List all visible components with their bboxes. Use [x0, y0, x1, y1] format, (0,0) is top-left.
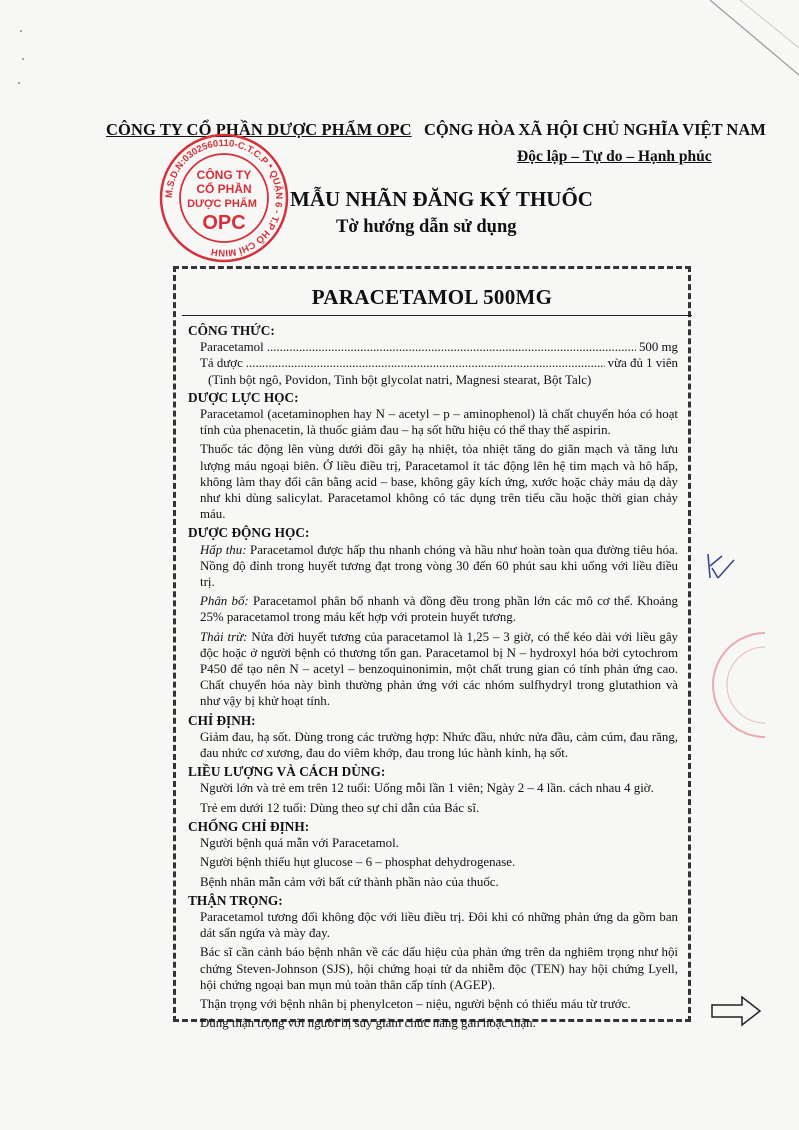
scan-speck — [20, 30, 22, 32]
scan-speck — [22, 58, 24, 60]
seal-line-4: OPC — [202, 212, 246, 234]
next-page-arrow-icon — [710, 995, 762, 1027]
scan-speck — [18, 82, 20, 84]
handwritten-initials — [700, 548, 740, 588]
seal-line-3: DƯỢC PHẨM — [187, 198, 257, 210]
page-corner-fold — [700, 0, 799, 80]
subhead-label: Phân bố: — [200, 594, 249, 609]
paragraph: Người bệnh quá mẫn với Paracetamol. — [200, 836, 399, 851]
paragraph-absorption — [188, 542, 678, 591]
section-heading-pharmacodynamics: DƯỢC LỰC HỌC: — [188, 389, 299, 405]
republic-title: CỘNG HÒA XÃ HỘI CHỦ NGHĨA VIỆT NAM — [424, 120, 766, 139]
document-title: MẪU NHÃN ĐĂNG KÝ THUỐC — [290, 187, 593, 211]
paragraph-text: Paracetamol phân bố nhanh và đồng đều trong phần lớn các mô cơ thể. Khoảng 25% paracetamol trong máu kết hợp với protein huyết tương. — [200, 594, 678, 625]
ingredient-amount: 500 mg — [638, 340, 678, 355]
seal-line-2: CỔ PHẦN — [196, 182, 252, 196]
ingredient-name: Paracetamol — [200, 340, 264, 355]
paragraph: Người lớn và trẻ em trên 12 tuổi: Uống mỗi lần 1 viên; Ngày 2 – 4 lần. cách nhau 4 giờ. — [200, 781, 654, 796]
paragraph: Paracetamol tương đối không độc với liều điều trị. Đôi khi có những phản ứng da gồm ban dát sẩn ngứa và mày đay. — [200, 909, 678, 941]
section-heading-dosage: LIỀU LƯỢNG VÀ CÁCH DÙNG: — [188, 764, 386, 780]
section-heading-pharmacokinetics: DƯỢC ĐỘNG HỌC: — [188, 525, 310, 541]
title-divider — [182, 315, 692, 316]
paragraph-distribution — [188, 593, 678, 625]
ingredient-name: Tá dược — [200, 356, 243, 371]
leader-dots — [246, 355, 605, 371]
paragraph: Bác sĩ cần cảnh báo bệnh nhân về các dấu hiệu của phản ứng trên da nghiêm trọng như hội chứng Steven-Johnson (SJS), hội chứng hoại tử da nhiễm độc (TEN) hay hội chứng Lyell, hội chứng ngoại ban mụn mủ toàn thân cấp tính (AGEP). — [200, 945, 678, 992]
paragraph-text: Nửa đời huyết tương của paracetamol là 1,25 – 3 giờ, có thể kéo dài với liều gây độc hoặc ở người bệnh có thương tổn gan. Paracetamol bị N – hydroxyl hóa bởi cytochrom P450 để tạo nên N – acetyl – benzoquinonimin, một chất trung gian có tính phản ứng cao. Chất chuyển hóa này bình thường phản ứng với các nhóm sulfhydryl trong glutathion và như vậy bị khử hoạt tính. — [200, 629, 678, 709]
partial-stamp-mark — [685, 620, 765, 750]
document-subtitle: Tờ hướng dẫn sử dụng — [336, 217, 517, 237]
paragraph: Dùng thận trọng với người bị suy giảm chức năng gan hoặc thận. — [200, 1016, 536, 1031]
section-heading-indications: CHỈ ĐỊNH: — [188, 712, 256, 728]
company-name: CÔNG TY CỔ PHẦN DƯỢC PHẨM OPC — [106, 120, 412, 139]
paragraph: Người bệnh thiếu hụt glucose – 6 – phosphat dehydrogenase. — [200, 855, 516, 870]
paragraph: Bệnh nhân mẫn cảm với bất cứ thành phần nào của thuốc. — [200, 874, 499, 889]
leader-dots — [267, 339, 636, 355]
paragraph-text: Paracetamol được hấp thu nhanh chóng và hầu như hoàn toàn qua đường tiêu hóa. Nồng độ đỉnh trong huyết tương đạt trong vòng 30 đến 60 phút sau khi uống với liều điều trị. — [200, 542, 678, 590]
paragraph: Trẻ em dưới 12 tuổi: Dùng theo sự chỉ dẫn của Bác sĩ. — [200, 800, 480, 815]
seal-line-1: CÔNG TY — [196, 168, 252, 182]
section-heading-formula: CÔNG THỨC: — [188, 323, 275, 338]
subhead-label: Thải trừ: — [200, 629, 248, 644]
paragraph: Giảm đau, hạ sốt. Dùng trong các trường hợp: Nhức đầu, nhức nửa đầu, cảm cúm, đau răng, đau nhức cơ xương, đau do viêm khớp, đau trong lúc hành kinh, hạ sốt. — [200, 729, 678, 761]
paragraph: Thận trọng với bệnh nhân bị phenylceton – niệu, người bệnh có thiếu máu từ trước. — [200, 996, 631, 1011]
formula-row-active — [188, 339, 678, 355]
label-content-box — [173, 266, 691, 1031]
paragraph-elimination — [188, 629, 678, 710]
product-name: PARACETAMOL 500MG — [311, 285, 553, 309]
section-heading-contraindications: CHỐNG CHỈ ĐỊNH: — [188, 818, 310, 834]
formula-row-excipient — [188, 355, 678, 371]
ingredient-amount: vừa đủ 1 viên — [607, 356, 678, 371]
excipient-list: (Tinh bột ngô, Povidon, Tinh bột glycolat natri, Magnesi stearat, Bột Talc) — [208, 372, 592, 387]
section-heading-precautions: THẬN TRỌNG: — [188, 892, 283, 908]
paragraph: Paracetamol (acetaminophen hay N – acetyl – p – aminophenol) là chất chuyển hóa có hoạt tính của phenacetin, là thuốc giảm đau – hạ sốt hữu hiệu có thể thay thế aspirin. — [200, 407, 678, 438]
seal-ring-text: M.S.D.N:0302560110-C.T.C.P * QUẬN 6 - T.P HỒ CHÍ MINH — [163, 137, 285, 259]
leaflet-body — [188, 321, 678, 1034]
subhead-label: Hấp thu: — [200, 542, 247, 557]
company-seal-stamp — [158, 132, 290, 264]
paragraph: Thuốc tác động lên vùng dưới đồi gây hạ nhiệt, tỏa nhiệt tăng do giãn mạch và tăng lưu lượng máu ngoại biên. Ở liều điều trị, Paracetamol ít tác động lên hệ tim mạch và hô hấp, không làm thay đổi cân bằng acid – base, không gây kích ứng, xước hoặc chảy máu dạ dày như khi dùng salicylat. Paracetamol không có tác dụng trên tiểu cầu hoặc thời gian chảy máu. — [200, 442, 678, 522]
national-motto: Độc lập – Tự do – Hạnh phúc — [517, 148, 712, 165]
